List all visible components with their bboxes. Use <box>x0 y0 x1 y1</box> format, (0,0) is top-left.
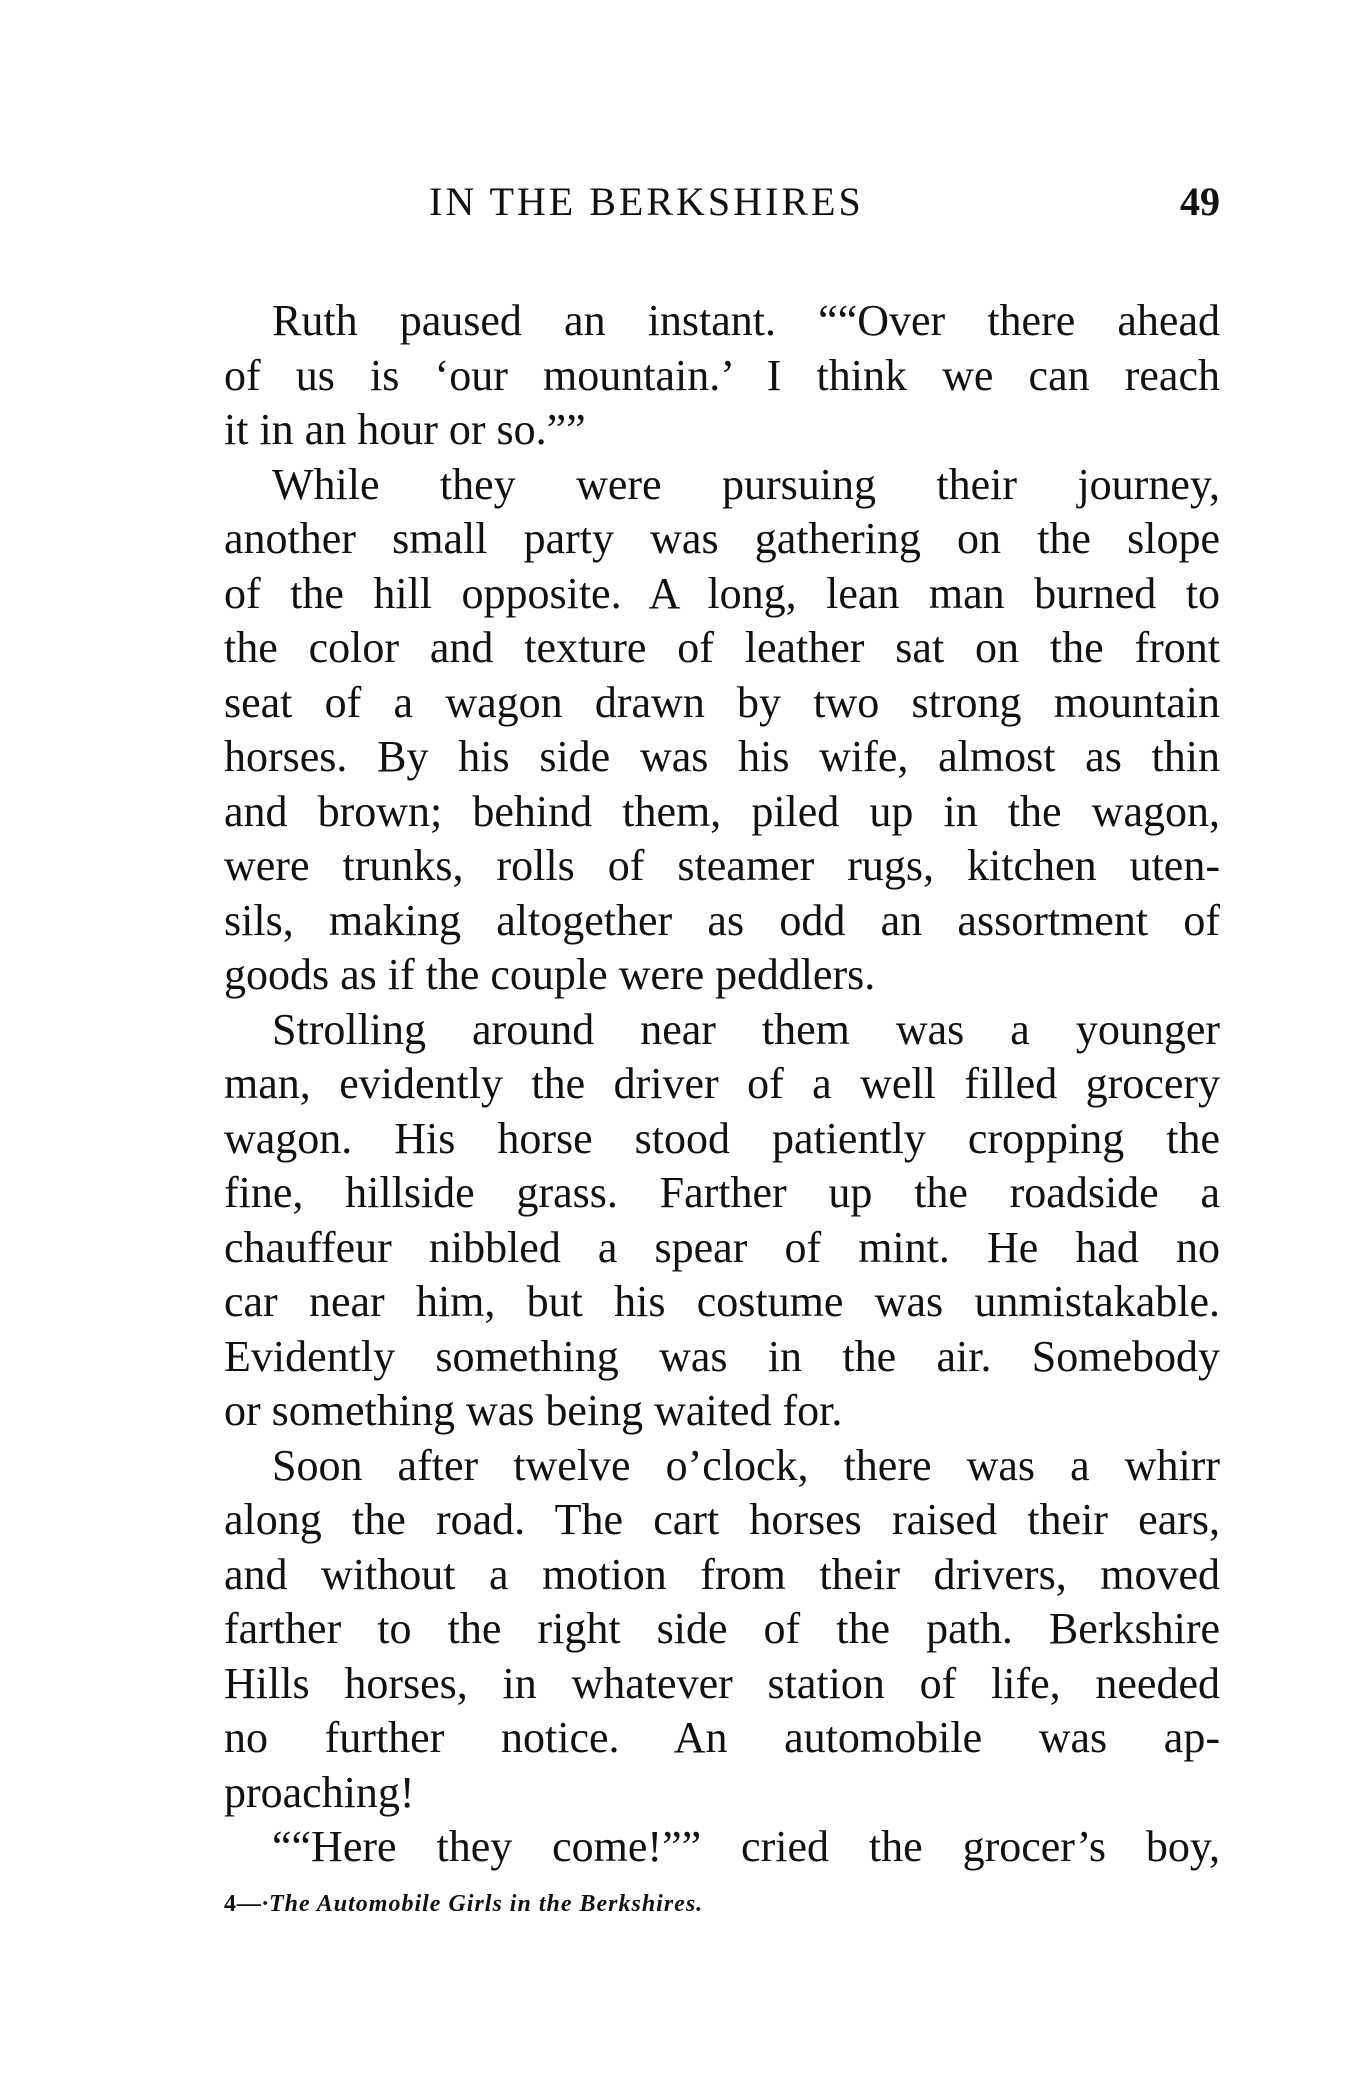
text-line: fine, hillside grass. Farther up the roadside a <box>224 1168 1220 1217</box>
text-line: man, evidently the driver of a well filled grocery <box>224 1059 1220 1108</box>
signature-number: 4 <box>224 1891 237 1917</box>
text-line: farther to the right side of the path. Berkshire <box>224 1604 1220 1653</box>
text-line: seat of a wagon drawn by two strong mountain <box>224 677 1220 727</box>
text-line: of the hill opposite. A long, lean man burned to <box>224 568 1220 618</box>
text-line: it in an hour or so.”” <box>224 405 586 454</box>
running-title: IN THE BERKSHIRES <box>429 179 864 224</box>
signature-title: —·The Automobile Girls in the Berkshires. <box>237 1891 704 1917</box>
text-line: Evidently something was in the air. Somebody <box>224 1331 1220 1381</box>
signature-line <box>224 1890 703 1918</box>
text-line: goods as if the couple were peddlers. <box>224 950 876 999</box>
text-line: Hills horses, in whatever station of life, needed <box>224 1658 1220 1708</box>
body-text <box>224 294 1220 1875</box>
text-line: were trunks, rolls of steamer rugs, kitchen uten- <box>224 841 1220 890</box>
text-line: and without a motion from their drivers, moved <box>224 1549 1220 1599</box>
text-line: another small party was gathering on the slope <box>224 514 1220 563</box>
running-head <box>224 180 1220 224</box>
text-line: no further notice. An automobile was ap- <box>224 1713 1220 1762</box>
text-line: the color and texture of leather sat on the front <box>224 623 1220 672</box>
text-line: horses. By his side was his wife, almost as thin <box>224 732 1220 781</box>
text-line: along the road. The cart horses raised their ears, <box>224 1495 1220 1544</box>
page-number: 49 <box>1180 179 1220 224</box>
text-line: chauffeur nibbled a spear of mint. He had no <box>224 1222 1220 1272</box>
text-line: or something was being waited for. <box>224 1386 843 1435</box>
text-line: Ruth paused an instant. ““Over there ahead <box>272 296 1220 345</box>
text-line: proaching! <box>224 1767 415 1817</box>
text-line: While they were pursuing their journey, <box>272 459 1220 509</box>
text-line: of us is ‘our mountain.’ I think we can reach <box>224 350 1220 400</box>
text-line: wagon. His horse stood patiently cropping the <box>224 1113 1220 1163</box>
text-line: car near him, but his costume was unmistakable. <box>224 1277 1220 1326</box>
text-line: Strolling around near them was a younger <box>272 1004 1220 1054</box>
text-line: and brown; behind them, piled up in the wagon, <box>224 786 1220 836</box>
text-line: sils, making altogether as odd an assortment of <box>224 895 1220 945</box>
text-line: ““Here they come!”” cried the grocer’s boy, <box>272 1822 1220 1871</box>
text-line: Soon after twelve o’clock, there was a whirr <box>272 1440 1220 1490</box>
